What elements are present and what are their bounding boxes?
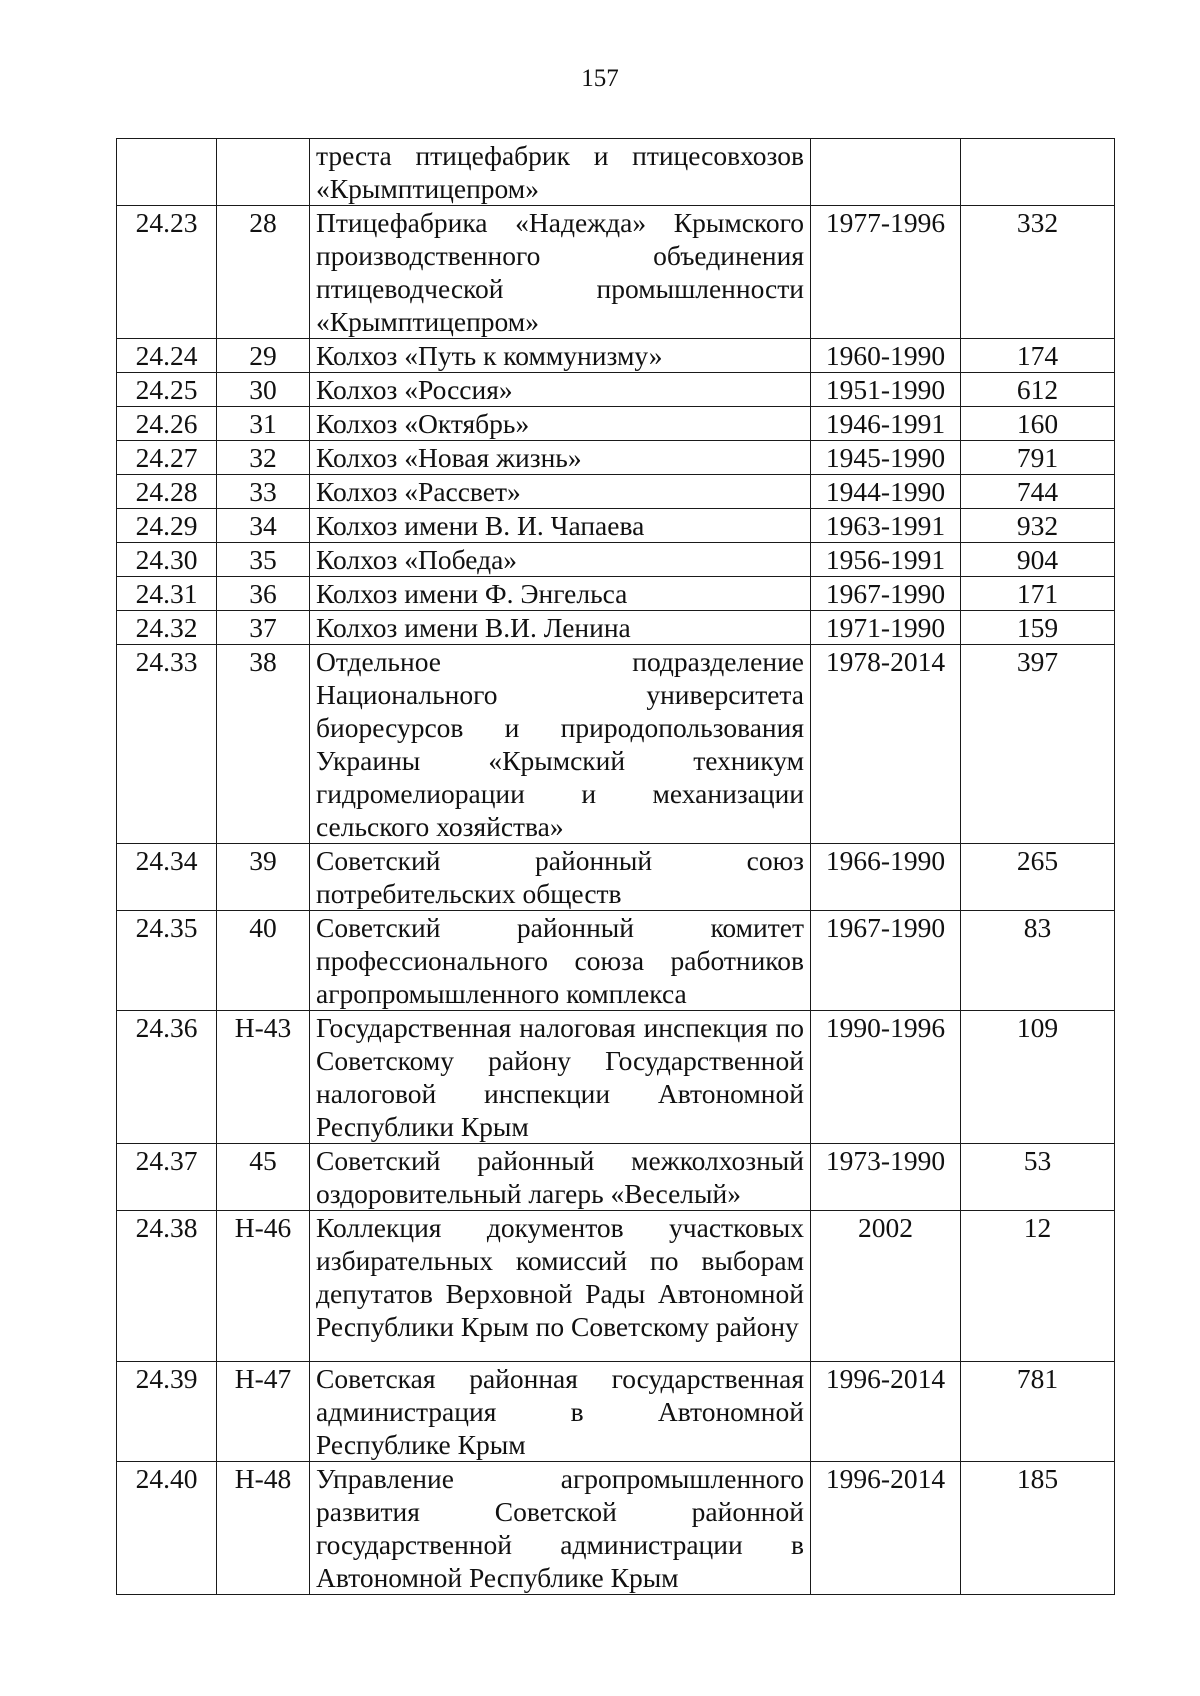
row-code-cell [117, 139, 217, 206]
row-fund-name-cell: Отдельное подразделение Национального университета биоресурсов и природопользования Украины «Крымский техникум гидромелиорации и механизации сельского хозяйства» [310, 645, 811, 844]
row-fund-name-cell: Коллекция документов участковых избирательных комиссий по выборам депутатов Верховной Рады Автономной Республики Крым по Советскому району [310, 1211, 811, 1362]
row-fund-number-cell: 39 [217, 844, 310, 911]
row-fund-number-cell: 28 [217, 206, 310, 339]
row-fund-number-cell: 32 [217, 441, 310, 475]
row-fund-number-cell: Н-47 [217, 1362, 310, 1462]
row-fund-number-cell: 36 [217, 577, 310, 611]
row-fund-name-cell: Колхоз «Путь к коммунизму» [310, 339, 811, 373]
table-row [117, 475, 1115, 509]
row-items-count-cell: 932 [961, 509, 1115, 543]
row-code-cell: 24.29 [117, 509, 217, 543]
table-row [117, 577, 1115, 611]
row-years-cell: 1996-2014 [811, 1462, 961, 1595]
row-fund-number-cell: Н-48 [217, 1462, 310, 1595]
row-items-count-cell: 159 [961, 611, 1115, 645]
row-items-count-cell: 185 [961, 1462, 1115, 1595]
row-fund-name-cell: Птицефабрика «Надежда» Крымского производственного объединения птицеводческой промышленности «Крымптицепром» [310, 206, 811, 339]
row-fund-name-cell: Советский районный комитет профессионального союза работников агропромышленного комплекса [310, 911, 811, 1011]
row-years-cell: 1973-1990 [811, 1144, 961, 1211]
row-items-count-cell: 612 [961, 373, 1115, 407]
table-row [117, 645, 1115, 844]
row-items-count-cell: 160 [961, 407, 1115, 441]
row-code-cell: 24.34 [117, 844, 217, 911]
row-fund-number-cell: Н-46 [217, 1211, 310, 1362]
table-row [117, 373, 1115, 407]
row-code-cell: 24.31 [117, 577, 217, 611]
row-fund-name-cell: Колхоз имени В.И. Ленина [310, 611, 811, 645]
row-years-cell: 1946-1991 [811, 407, 961, 441]
row-fund-name-cell: треста птицефабрик и птицесовхозов «Крымптицепром» [310, 139, 811, 206]
row-years-cell: 1977-1996 [811, 206, 961, 339]
row-items-count-cell: 397 [961, 645, 1115, 844]
table-row [117, 139, 1115, 206]
row-fund-name-cell: Колхоз «Новая жизнь» [310, 441, 811, 475]
row-years-cell: 1967-1990 [811, 577, 961, 611]
table-row [117, 1362, 1115, 1462]
row-fund-name-cell: Советский районный межколхозный оздоровительный лагерь «Веселый» [310, 1144, 811, 1211]
table-row [117, 441, 1115, 475]
row-items-count-cell: 174 [961, 339, 1115, 373]
row-years-cell: 1971-1990 [811, 611, 961, 645]
table-row [117, 611, 1115, 645]
row-fund-number-cell: Н-43 [217, 1011, 310, 1144]
archive-fund-table [116, 138, 1115, 1595]
table-row [117, 543, 1115, 577]
row-items-count-cell: 12 [961, 1211, 1115, 1362]
table-row [117, 339, 1115, 373]
row-code-cell: 24.33 [117, 645, 217, 844]
row-items-count-cell: 744 [961, 475, 1115, 509]
row-code-cell: 24.23 [117, 206, 217, 339]
row-code-cell: 24.38 [117, 1211, 217, 1362]
row-fund-number-cell: 37 [217, 611, 310, 645]
row-years-cell: 1945-1990 [811, 441, 961, 475]
row-fund-number-cell: 34 [217, 509, 310, 543]
row-code-cell: 24.37 [117, 1144, 217, 1211]
row-items-count-cell: 332 [961, 206, 1115, 339]
row-years-cell: 1944-1990 [811, 475, 961, 509]
row-items-count-cell: 791 [961, 441, 1115, 475]
row-code-cell: 24.40 [117, 1462, 217, 1595]
row-code-cell: 24.32 [117, 611, 217, 645]
row-items-count-cell: 904 [961, 543, 1115, 577]
table-row [117, 911, 1115, 1011]
row-years-cell: 1996-2014 [811, 1362, 961, 1462]
table-row [117, 1211, 1115, 1362]
row-years-cell: 1966-1990 [811, 844, 961, 911]
row-years-cell: 1978-2014 [811, 645, 961, 844]
row-years-cell: 2002 [811, 1211, 961, 1362]
row-fund-number-cell: 31 [217, 407, 310, 441]
row-code-cell: 24.28 [117, 475, 217, 509]
row-items-count-cell: 109 [961, 1011, 1115, 1144]
row-years-cell: 1951-1990 [811, 373, 961, 407]
row-items-count-cell: 265 [961, 844, 1115, 911]
row-years-cell: 1963-1991 [811, 509, 961, 543]
row-code-cell: 24.36 [117, 1011, 217, 1144]
row-code-cell: 24.25 [117, 373, 217, 407]
row-years-cell: 1967-1990 [811, 911, 961, 1011]
row-fund-name-cell: Колхоз «Рассвет» [310, 475, 811, 509]
row-fund-name-cell: Советский районный союз потребительских обществ [310, 844, 811, 911]
table-row [117, 844, 1115, 911]
row-fund-name-cell: Советская районная государственная администрация в Автономной Республике Крым [310, 1362, 811, 1462]
row-code-cell: 24.35 [117, 911, 217, 1011]
page-number: 157 [581, 65, 619, 92]
row-fund-name-cell: Колхоз имени В. И. Чапаева [310, 509, 811, 543]
row-fund-name-cell: Колхоз «Октябрь» [310, 407, 811, 441]
row-fund-name-cell: Колхоз «Победа» [310, 543, 811, 577]
row-fund-name-cell: Государственная налоговая инспекция по Советскому району Государственной налоговой инспекции Автономной Республики Крым [310, 1011, 811, 1144]
row-code-cell: 24.30 [117, 543, 217, 577]
row-fund-number-cell [217, 139, 310, 206]
row-items-count-cell: 53 [961, 1144, 1115, 1211]
row-years-cell: 1956-1991 [811, 543, 961, 577]
table-body [117, 139, 1115, 1595]
table-row [117, 1462, 1115, 1595]
row-fund-number-cell: 45 [217, 1144, 310, 1211]
row-code-cell: 24.24 [117, 339, 217, 373]
table-row [117, 407, 1115, 441]
row-items-count-cell [961, 139, 1115, 206]
table-row [117, 1144, 1115, 1211]
row-fund-number-cell: 40 [217, 911, 310, 1011]
row-fund-name-cell: Колхоз «Россия» [310, 373, 811, 407]
row-items-count-cell: 171 [961, 577, 1115, 611]
table-row [117, 206, 1115, 339]
row-code-cell: 24.27 [117, 441, 217, 475]
row-years-cell: 1960-1990 [811, 339, 961, 373]
row-fund-number-cell: 38 [217, 645, 310, 844]
row-years-cell: 1990-1996 [811, 1011, 961, 1144]
row-fund-number-cell: 33 [217, 475, 310, 509]
row-fund-number-cell: 35 [217, 543, 310, 577]
table-row [117, 1011, 1115, 1144]
row-items-count-cell: 83 [961, 911, 1115, 1011]
row-items-count-cell: 781 [961, 1362, 1115, 1462]
row-code-cell: 24.39 [117, 1362, 217, 1462]
table-row [117, 509, 1115, 543]
row-fund-name-cell: Колхоз имени Ф. Энгельса [310, 577, 811, 611]
row-years-cell [811, 139, 961, 206]
row-fund-number-cell: 29 [217, 339, 310, 373]
row-fund-name-cell: Управление агропромышленного развития Советской районной государственной администрации в Автономной Республике Крым [310, 1462, 811, 1595]
row-fund-number-cell: 30 [217, 373, 310, 407]
row-code-cell: 24.26 [117, 407, 217, 441]
